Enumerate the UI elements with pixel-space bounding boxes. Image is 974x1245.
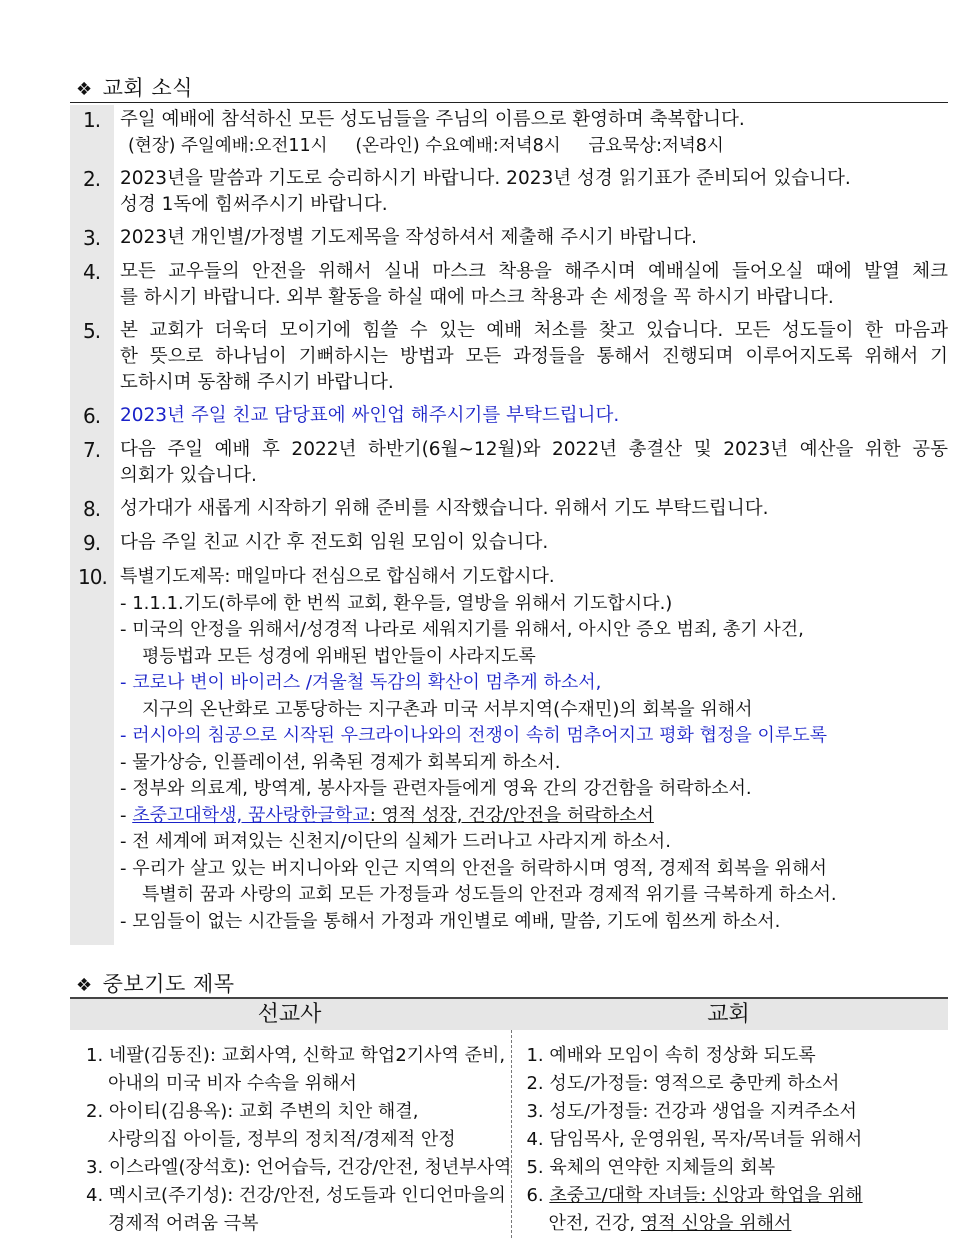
children-prayer-line-2: 안전, 건강, 영적 신앙을 위해서	[548, 1213, 792, 1234]
list-item: 9. 다음 주일 친교 시간 후 전도회 임원 모임이 있습니다.	[83, 531, 549, 555]
list-item: 1. 주일 예배에 참석하신 모든 성도님들을 주님의 이름으로 환영하며 축복합니다. (현장) 주일예배:오전11시 (온라인) 수요예배:저녁8시 금요묵상:저녁8시	[83, 108, 745, 156]
news-list	[70, 105, 948, 935]
church-header: 교회	[707, 1002, 750, 1027]
diamond-bullet-icon: ❖	[76, 975, 93, 996]
list-item: 5. 본 교회가 더욱더 모이기에 힘쓸 수 있는 예배 처소를 찾고 있습니다. 모든 성도들이 한 마음과 한 뜻으로 하나님이 기뻐하시는 방법과 모든 과정들을 통해서 진행되며 이루어지도록 위해서 기 도하시며 동참해 주시기 바랍니다.	[83, 319, 948, 393]
list-item: 8. 성가대가 새롭게 시작하기 위해 준비를 시작했습니다. 위해서 기도 부탁드립니다.	[83, 497, 769, 521]
church-column: 1. 예배와 모임이 속히 정상화 되도록 2. 성도/가정들: 영적으로 충만케 하소서 3. 성도/가정들: 건강과 생업을 지켜주소서 4. 담임목사, 운영위원, 목자/목녀들 위해서 5. 육체의 연약한 지체들의 회복 6. 초중고/대학 자녀들: 신앙과 학업을 위해 안전, 건강, 영적 신앙을 위해서	[511, 1030, 948, 1238]
list-item: 7. 다음 주일 예배 후 2022년 하반기(6월~12월)와 2022년 총결산 및 2023년 예산을 위한 공동 의회가 있습니다.	[83, 438, 948, 486]
news-section-title: ❖ 교회 소식	[76, 76, 193, 100]
missionary-column: 1. 네팔(김동진): 교회사역, 신학교 학업2기사역 준비, 아내의 미국 비자 수속을 위해서 2. 아이티(김용옥): 교회 주변의 치안 해결, 사랑의집 아이들, 정부의 정치적/경제적 안정 3. 이스라엘(장석호): 언어습득, 건강/안전, 청년부사역 4. 멕시코(주기성): 건강/안전, 성도들과 인디언마을의 경제적 어려움 극복	[86, 1045, 512, 1234]
children-prayer-line: 6. 초중고/대학 자녀들: 신앙과 학업을 위해	[526, 1185, 863, 1206]
diamond-bullet-icon: ❖	[76, 79, 93, 100]
news-section-rule	[70, 102, 948, 103]
list-item: 6. 2023년 주일 친교 담당표에 싸인업 해주시기를 부탁드립니다.	[83, 404, 620, 428]
school-link[interactable]: 초중고대학생, 꿈사랑한글학교	[132, 804, 370, 826]
missionary-header: 선교사	[257, 1002, 322, 1027]
list-item: 10. 특별기도제목: 매일마다 전심으로 합심해서 기도합시다. - 1.1.1.기도(하루에 한 번씩 교회, 환우들, 열방을 위해서 기도합시다.) - 미국의 안정을 위해서/성경적 나라로 세워지기를 위해서, 아시안 증오 범죄, 총기 사건, 평등법과 모든 성경에 위배된 법안들이 사라지도록 - 코로나 변이 바이러스 /겨울철 독감의 확산이 멈추게 하소서, 지구의 온난화로 고통당하는 지구촌과 미국 서부지역(수재민)의 회복을 위해서 - 러시아의 침공으로 시작된 우크라이나와의 전쟁이 속히 멈추어지고 평화 협정을 이루도록 - 물가상승, 인플레이션, 위축된 경제가 회복되게 하소서. - 정부와 의료계, 방역계, 봉사자들 관련자들에게 영육 간의 강건함을 허락하소서. - 초중고대학생, 꿈사랑한글학교: 영적 성장, 건강/안전을 허락하소서 - 전 세계에 퍼져있는 신천지/이단의 실체가 드러나고 사라지게 하소서. - 우리가 살고 있는 버지니아와 인근 지역의 안전을 허락하시며 영적, 경제적 회복을 위해서 특별히 꿈과 사랑의 교회 모든 가정들과 성도들의 안전과 경제적 위기를 극복하게 하소서. - 모임들이 없는 시간들을 통해서 가정과 개인별로 예배, 말씀, 기도에 힘쓰게 하소서.	[70, 564, 948, 935]
intercession-section-title: ❖ 중보기도 제목	[76, 972, 235, 996]
list-item: 4. 모든 교우들의 안전을 위해서 실내 마스크 착용을 해주시며 예배실에 들어오실 때에 발열 체크 를 하시기 바랍니다. 외부 활동을 하실 때에 마스크 착용과 손 세정을 꼭 하시기 바랍니다.	[83, 260, 948, 308]
intercession-table	[70, 997, 948, 1245]
list-item: 2. 2023년을 말씀과 기도로 승리하시기 바랍니다. 2023년 성경 읽기표가 준비되어 있습니다. 성경 1독에 힘써주시기 바랍니다.	[83, 167, 851, 215]
student-prayer-line: - 초중고대학생, 꿈사랑한글학교: 영적 성장, 건강/안전을 허락하소서	[120, 804, 654, 826]
list-item: 3. 2023년 개인별/가정별 기도제목을 작성하셔서 제출해 주시기 바랍니다.	[83, 226, 697, 250]
intercession-table-header	[70, 997, 948, 1030]
